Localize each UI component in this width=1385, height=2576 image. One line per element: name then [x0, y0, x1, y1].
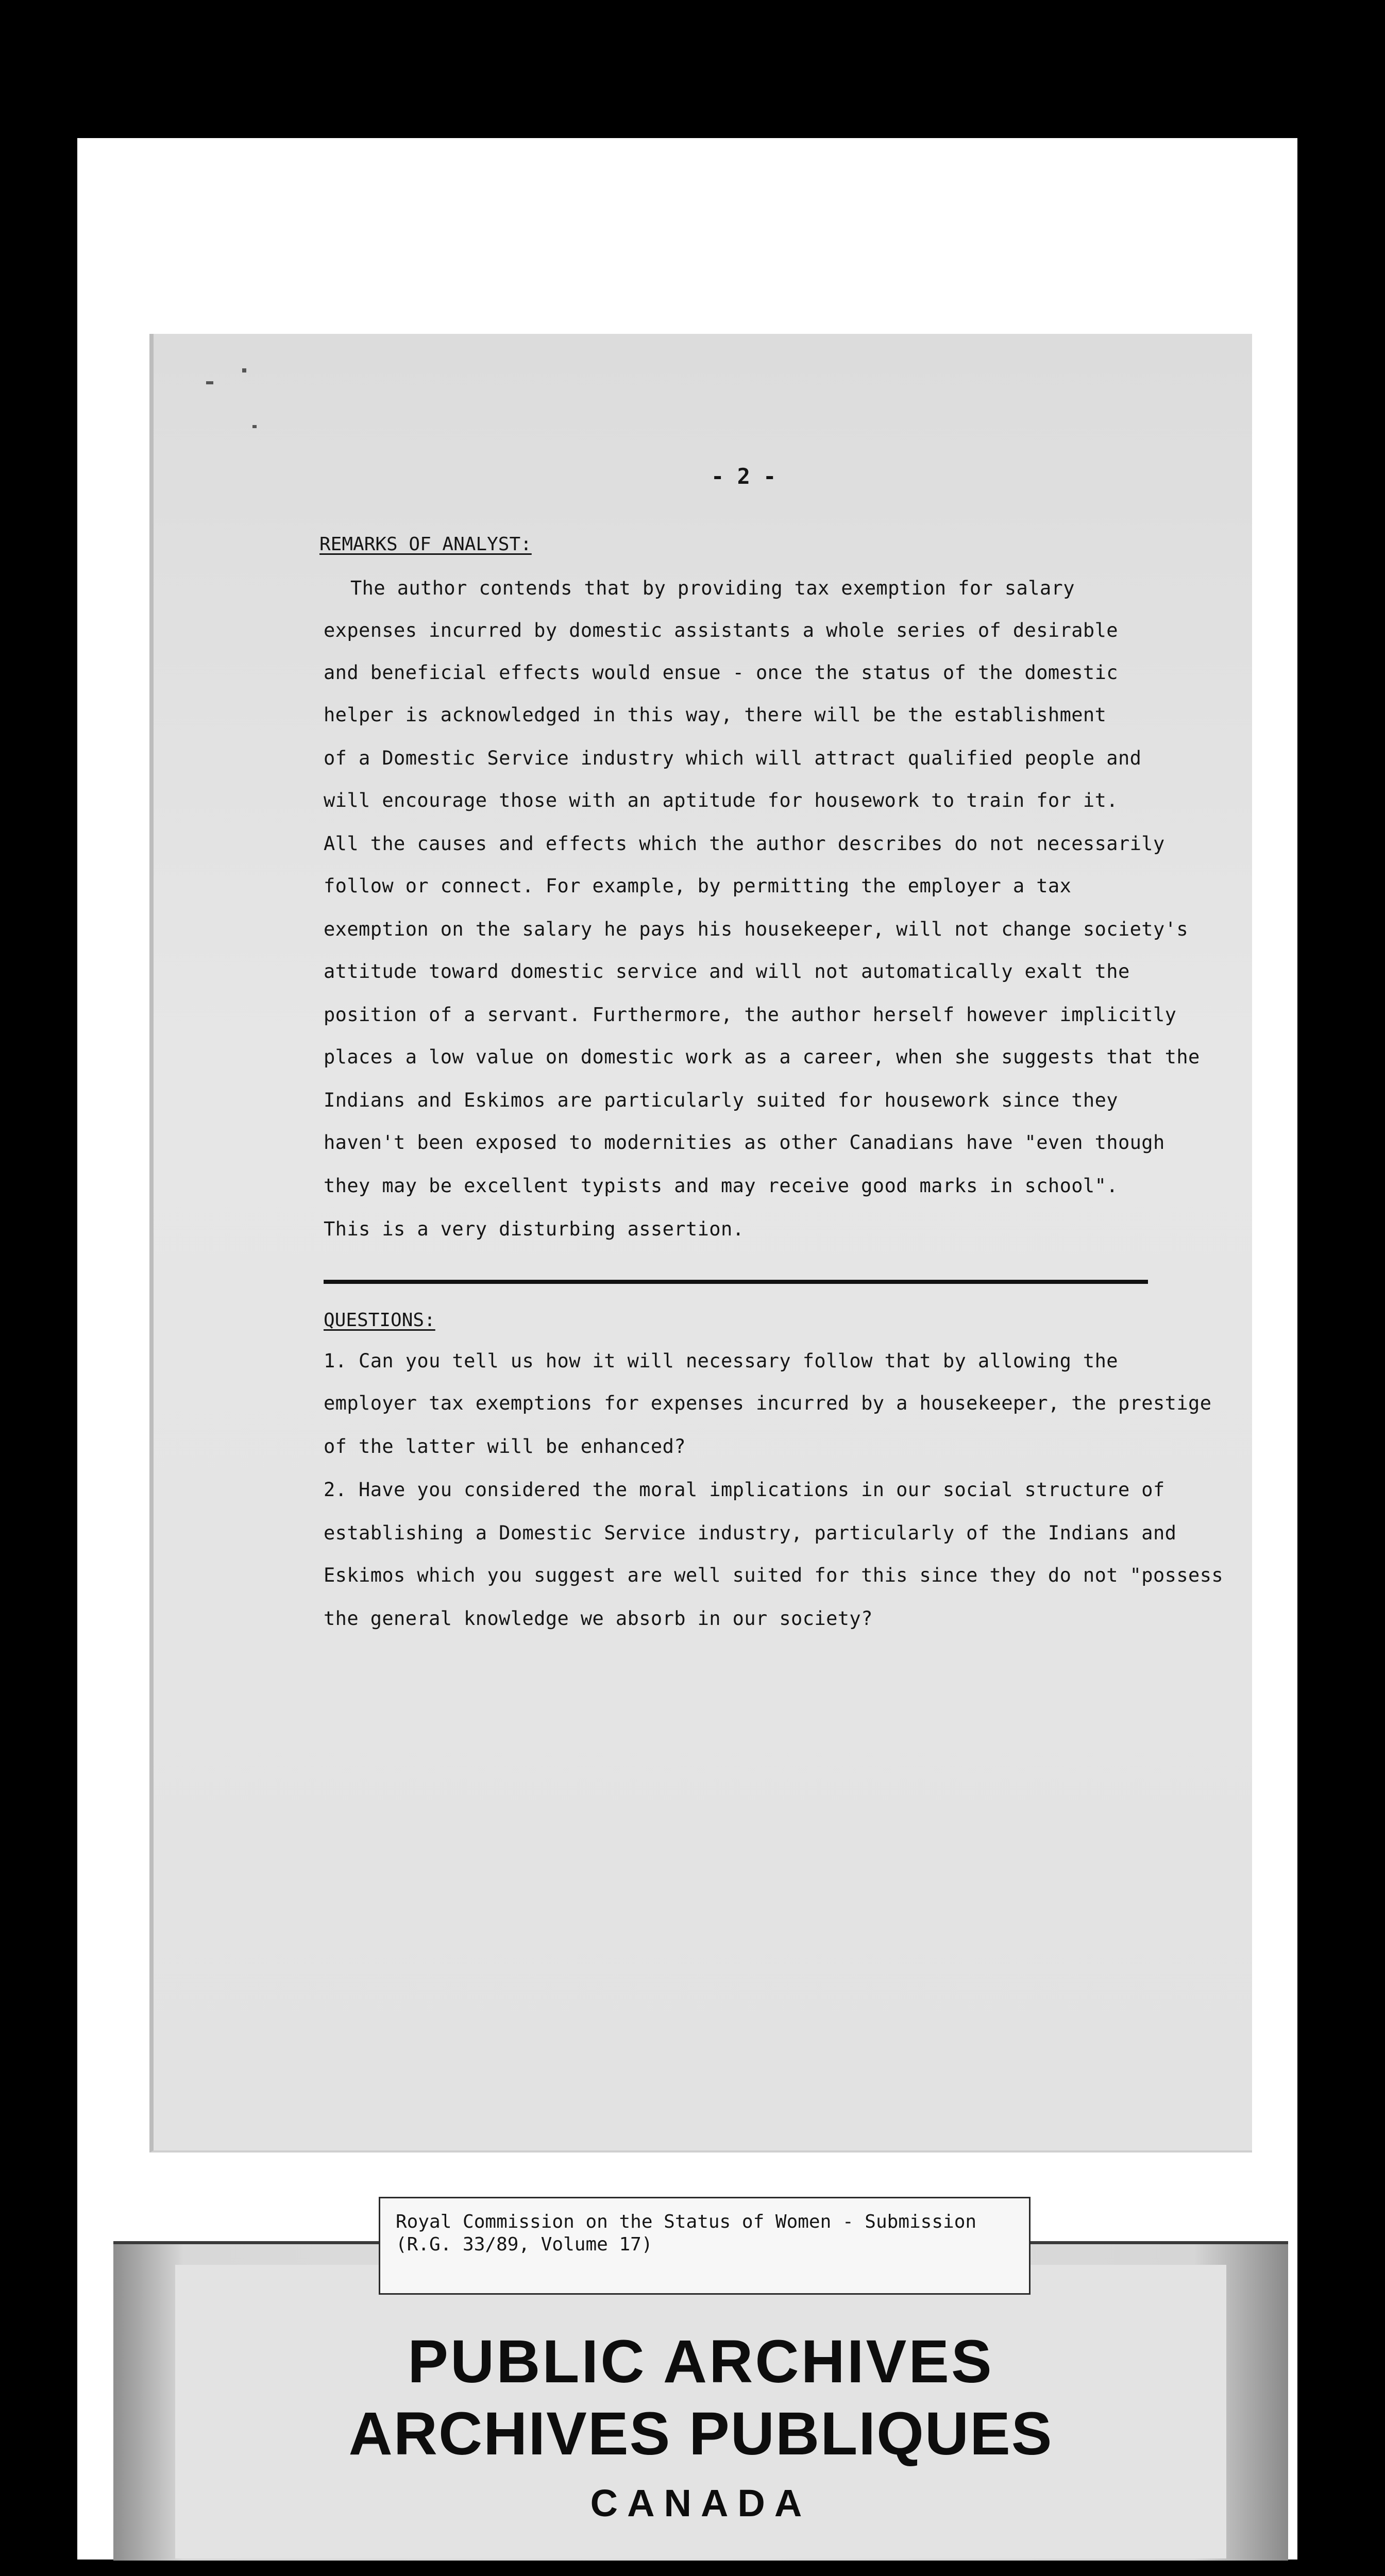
question-line: of the latter will be enhanced?: [324, 1435, 686, 1458]
question-line: establishing a Domestic Service industry, particularly of the Indians and: [324, 1522, 1177, 1544]
remarks-line: they may be excellent typists and may receive good marks in school".: [324, 1175, 1118, 1197]
speck-mark: [206, 381, 213, 384]
remarks-line: helper is acknowledged in this way, there will be the establishment: [324, 704, 1107, 726]
remarks-line: attitude toward domestic service and will not automatically exalt the: [324, 960, 1130, 982]
remarks-line: and beneficial effects would ensue - once the status of the domestic: [324, 662, 1118, 684]
stamp-archives-publiques: ARCHIVES PUBLIQUES: [348, 2400, 1053, 2468]
remarks-line: expenses incurred by domestic assistants a whole series of desirable: [324, 619, 1118, 641]
archives-stamp: [175, 2265, 1226, 2558]
questions-heading: QUESTIONS:: [324, 1310, 435, 1331]
remarks-line: will encourage those with an aptitude for housework to train for it.: [324, 789, 1118, 811]
remarks-line: exemption on the salary he pays his housekeeper, will not change society's: [324, 918, 1189, 940]
remarks-line: haven't been exposed to modernities as other Canadians have "even though: [324, 1131, 1165, 1154]
label-commission-title: Royal Commission on the Status of Women - Submission: [396, 2211, 977, 2232]
remarks-line: places a low value on domestic work as a career, when she suggests that the: [324, 1046, 1200, 1068]
page-number: - 2 -: [711, 464, 776, 489]
label-record-group: (R.G. 33/89, Volume 17): [396, 2234, 653, 2255]
stamp-canada: CANADA: [590, 2482, 812, 2524]
archive-reference-label: [379, 2197, 1031, 2295]
remarks-line: All the causes and effects which the author describes do not necessarily: [324, 833, 1165, 855]
stamp-public-archives: PUBLIC ARCHIVES: [408, 2328, 994, 2396]
question-line: employer tax exemptions for expenses incurred by a housekeeper, the prestige: [324, 1392, 1212, 1414]
remarks-heading: REMARKS OF ANALYST:: [319, 534, 532, 555]
typed-sheet: [149, 334, 1252, 2153]
remarks-line: follow or connect. For example, by permitting the employer a tax: [324, 875, 1072, 897]
question-line: Eskimos which you suggest are well suited for this since they do not "possess: [324, 1564, 1224, 1586]
speck-mark: [242, 368, 246, 372]
remarks-line: Indians and Eskimos are particularly suited for housework since they: [324, 1089, 1118, 1111]
remarks-line: position of a servant. Furthermore, the author herself however implicitly: [324, 1004, 1177, 1026]
speck-mark: [252, 425, 257, 428]
question-line: 1. Can you tell us how it will necessary follow that by allowing the: [324, 1350, 1118, 1372]
remarks-line: This is a very disturbing assertion.: [324, 1218, 745, 1240]
question-line: the general knowledge we absorb in our society?: [324, 1607, 873, 1630]
question-line: 2. Have you considered the moral implications in our social structure of: [324, 1479, 1165, 1501]
remarks-line: of a Domestic Service industry which will attract qualified people and: [324, 747, 1142, 769]
remarks-line: The author contends that by providing tax exemption for salary: [350, 577, 1075, 599]
section-divider: [324, 1280, 1148, 1284]
